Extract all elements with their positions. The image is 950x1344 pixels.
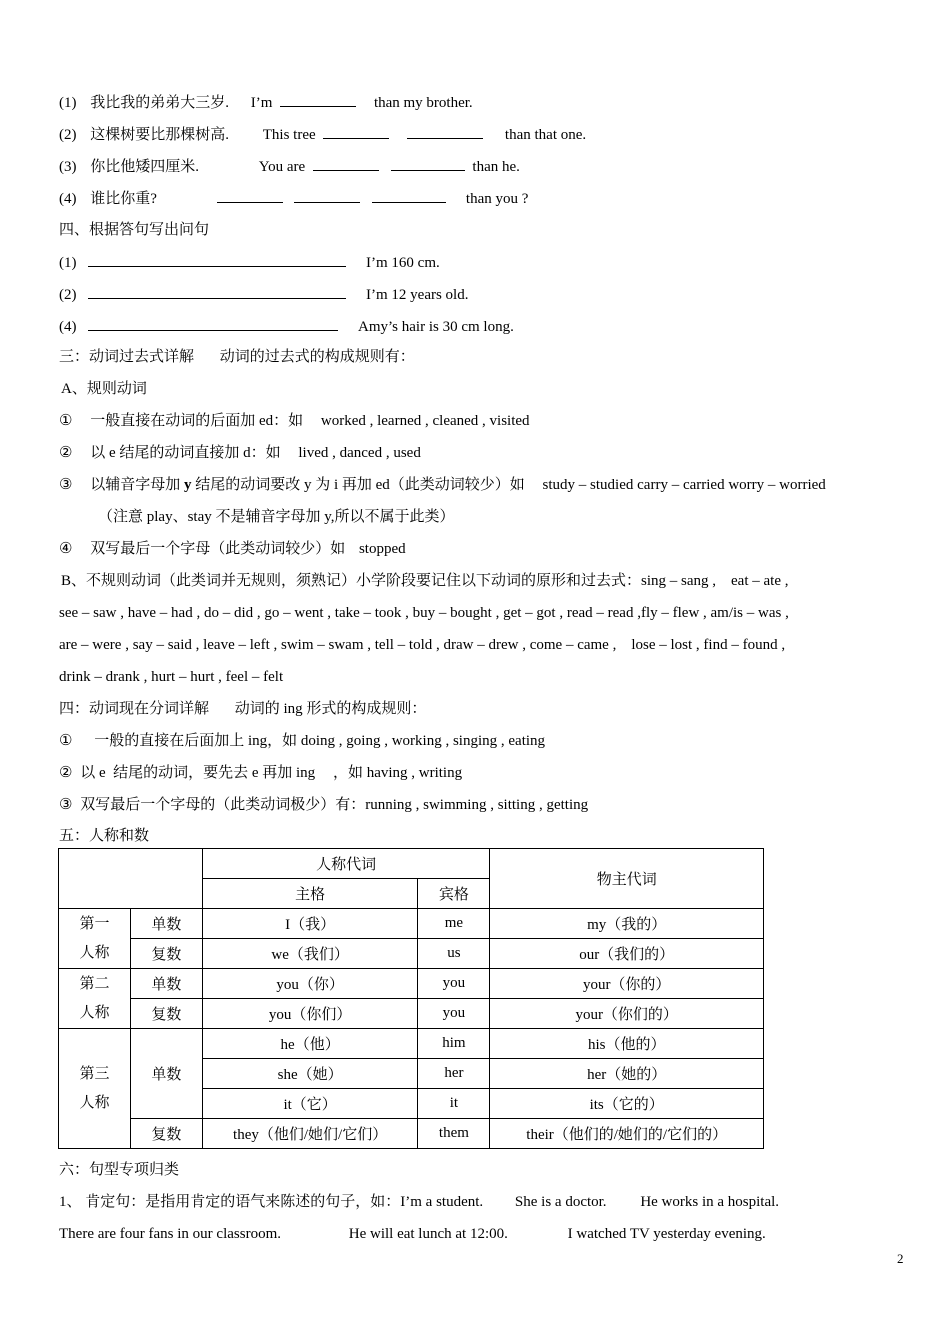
object-cell: him	[418, 1029, 490, 1059]
answer-text: I’m 160 cm.	[366, 255, 440, 271]
possessive-cell: my（我的）	[490, 909, 764, 939]
past-tense-heading: 三：动词过去式详解 动词的过去式的构成规则有：	[59, 349, 415, 365]
english-end: than that one.	[504, 127, 587, 143]
object-header: 宾格	[418, 879, 490, 909]
rule-2: ② 以 e 结尾的动词直接加 d：如 lived , danced , used	[59, 445, 421, 461]
participle-rule-1: ① 一般的直接在后面加上 ing，如 doing , going , working , singing , eating	[59, 733, 546, 749]
answer-blank[interactable]	[313, 156, 379, 171]
question-number: (3)	[59, 159, 77, 175]
question-blank[interactable]	[88, 284, 346, 299]
first-person-label: 第一 人称	[59, 909, 131, 969]
rule-3: ③ 以辅音字母加 y 结尾的动词要改 y 为 i 再加 ed（此类动词较少）如 study – studied carry – carried worry – worried	[59, 477, 826, 493]
number-label: 单数	[130, 1029, 202, 1119]
answer-blank[interactable]	[280, 92, 356, 107]
pronoun-heading: 五：人称和数	[59, 828, 150, 844]
answer-blank[interactable]	[391, 156, 465, 171]
table-row	[59, 939, 764, 969]
second-person-label: 第二 人称	[59, 969, 131, 1029]
exercise-line-4	[59, 188, 528, 209]
question-number: (4)	[59, 319, 77, 335]
possessive-cell: our（我们的）	[490, 939, 764, 969]
object-cell: them	[418, 1119, 490, 1149]
participle-rule-2: ② 以 e 结尾的动词，要先去 e 再加 ing ，如 having , writing	[59, 765, 463, 781]
possessive-cell: their（他们的/她们的/它们的）	[490, 1119, 764, 1149]
english-end: than my brother.	[373, 95, 473, 111]
possessive-cell: its（它的）	[490, 1089, 764, 1119]
irregular-line-3: are – were , say – said , leave – left , swim – swam , tell – told , draw – drew , come – came , lose – lost , find – found ,	[59, 637, 786, 653]
answer-blank[interactable]	[407, 124, 483, 139]
question-line-2	[59, 284, 468, 305]
page-number: 2	[897, 1251, 904, 1266]
exercise-line-3	[59, 156, 520, 177]
number-label: 复数	[130, 999, 202, 1029]
chinese-prompt: 这棵树要比那棵树高.	[90, 127, 230, 143]
table-row	[59, 999, 764, 1029]
possessive-cell: his（他的）	[490, 1029, 764, 1059]
rule-1: ① 一般直接在动词的后面加 ed：如 worked , learned , cleaned , visited	[59, 413, 530, 429]
number-label: 单数	[130, 969, 202, 999]
question-number: (4)	[59, 191, 77, 207]
subject-cell: he（他）	[202, 1029, 418, 1059]
object-cell: you	[418, 969, 490, 999]
chinese-prompt: 谁比你重?	[90, 191, 157, 207]
pronoun-table	[58, 848, 764, 1149]
table-row	[59, 1119, 764, 1149]
personal-pronoun-header: 人称代词	[202, 849, 490, 879]
answer-blank[interactable]	[294, 188, 360, 203]
participle-rule-3: ③ 双写最后一个字母的（此类动词极少）有：running , swimming , sitting , getting	[59, 797, 589, 813]
question-line-1	[59, 252, 440, 273]
object-cell: us	[418, 939, 490, 969]
object-cell: it	[418, 1089, 490, 1119]
question-number: (1)	[59, 255, 77, 271]
answer-text: I’m 12 years old.	[366, 287, 469, 303]
subject-header: 主格	[202, 879, 418, 909]
chinese-prompt: 我比我的弟弟大三岁.	[90, 95, 230, 111]
irregular-line-4: drink – drank , hurt – hurt , feel – felt	[59, 669, 284, 685]
chinese-prompt: 你比他矮四厘米.	[90, 159, 200, 175]
question-number: (1)	[59, 95, 77, 111]
sentence-types-heading: 六：句型专项归类	[59, 1162, 180, 1178]
participle-heading: 四：动词现在分词详解 动词的 ing 形式的构成规则：	[59, 701, 427, 717]
english-start: I’m	[250, 95, 273, 111]
subject-cell: you（你）	[202, 969, 418, 999]
subject-cell: they（他们/她们/它们）	[202, 1119, 418, 1149]
possessive-header: 物主代词	[490, 849, 764, 909]
subject-cell: you（你们）	[202, 999, 418, 1029]
irregular-line-1: B、不规则动词（此类词并无规则，须熟记）小学阶段要记住以下动词的原形和过去式：sing – sang , eat – ate ,	[61, 573, 789, 589]
irregular-line-2: see – saw , have – had , do – did , go – went , take – took , buy – bought , get – got , read – read ,fly – flew , am/is – was ,	[59, 605, 789, 621]
subject-cell: she（她）	[202, 1059, 418, 1089]
table-row	[59, 1029, 764, 1059]
answer-blank[interactable]	[323, 124, 389, 139]
answer-blank[interactable]	[372, 188, 446, 203]
question-blank[interactable]	[88, 316, 338, 331]
question-number: (2)	[59, 287, 77, 303]
possessive-cell: your（你们的）	[490, 999, 764, 1029]
table-row	[59, 909, 764, 939]
number-label: 复数	[130, 939, 202, 969]
question-blank[interactable]	[88, 252, 346, 267]
exercise-line-2	[59, 124, 586, 145]
object-cell: you	[418, 999, 490, 1029]
affirmative-line-2: There are four fans in our classroom. He will eat lunch at 12:00. I watched TV yesterday evening.	[59, 1226, 766, 1242]
english-end: than he.	[472, 159, 520, 175]
subject-cell: I（我）	[202, 909, 418, 939]
third-person-label: 第三 人称	[59, 1029, 131, 1149]
english-end: than you ?	[465, 191, 529, 207]
english-start: This tree	[262, 127, 316, 143]
possessive-cell: your（你的）	[490, 969, 764, 999]
subject-cell: it（它）	[202, 1089, 418, 1119]
exercise-line-1	[59, 92, 473, 113]
corner-cell	[59, 849, 203, 909]
regular-verbs-heading: A、规则动词	[61, 381, 147, 397]
affirmative-line-1: 1、 肯定句：是指用肯定的语气来陈述的句子，如：I’m a student. She is a doctor. He works in a hospital.	[59, 1194, 780, 1210]
number-label: 单数	[130, 909, 202, 939]
object-cell: me	[418, 909, 490, 939]
answer-blank[interactable]	[217, 188, 283, 203]
table-row	[59, 969, 764, 999]
rule-3-note: （注意 play、stay 不是辅音字母加 y,所以不属于此类）	[98, 509, 455, 525]
question-line-4	[59, 316, 514, 337]
possessive-cell: her（她的）	[490, 1059, 764, 1089]
object-cell: her	[418, 1059, 490, 1089]
english-start: You are	[258, 159, 306, 175]
answer-text: Amy’s hair is 30 cm long.	[358, 319, 514, 335]
section4-heading: 四、根据答句写出问句	[59, 222, 210, 238]
number-label: 复数	[130, 1119, 202, 1149]
subject-cell: we（我们）	[202, 939, 418, 969]
rule-4: ④ 双写最后一个字母（此类动词较少）如 stopped	[59, 541, 406, 557]
question-number: (2)	[59, 127, 77, 143]
